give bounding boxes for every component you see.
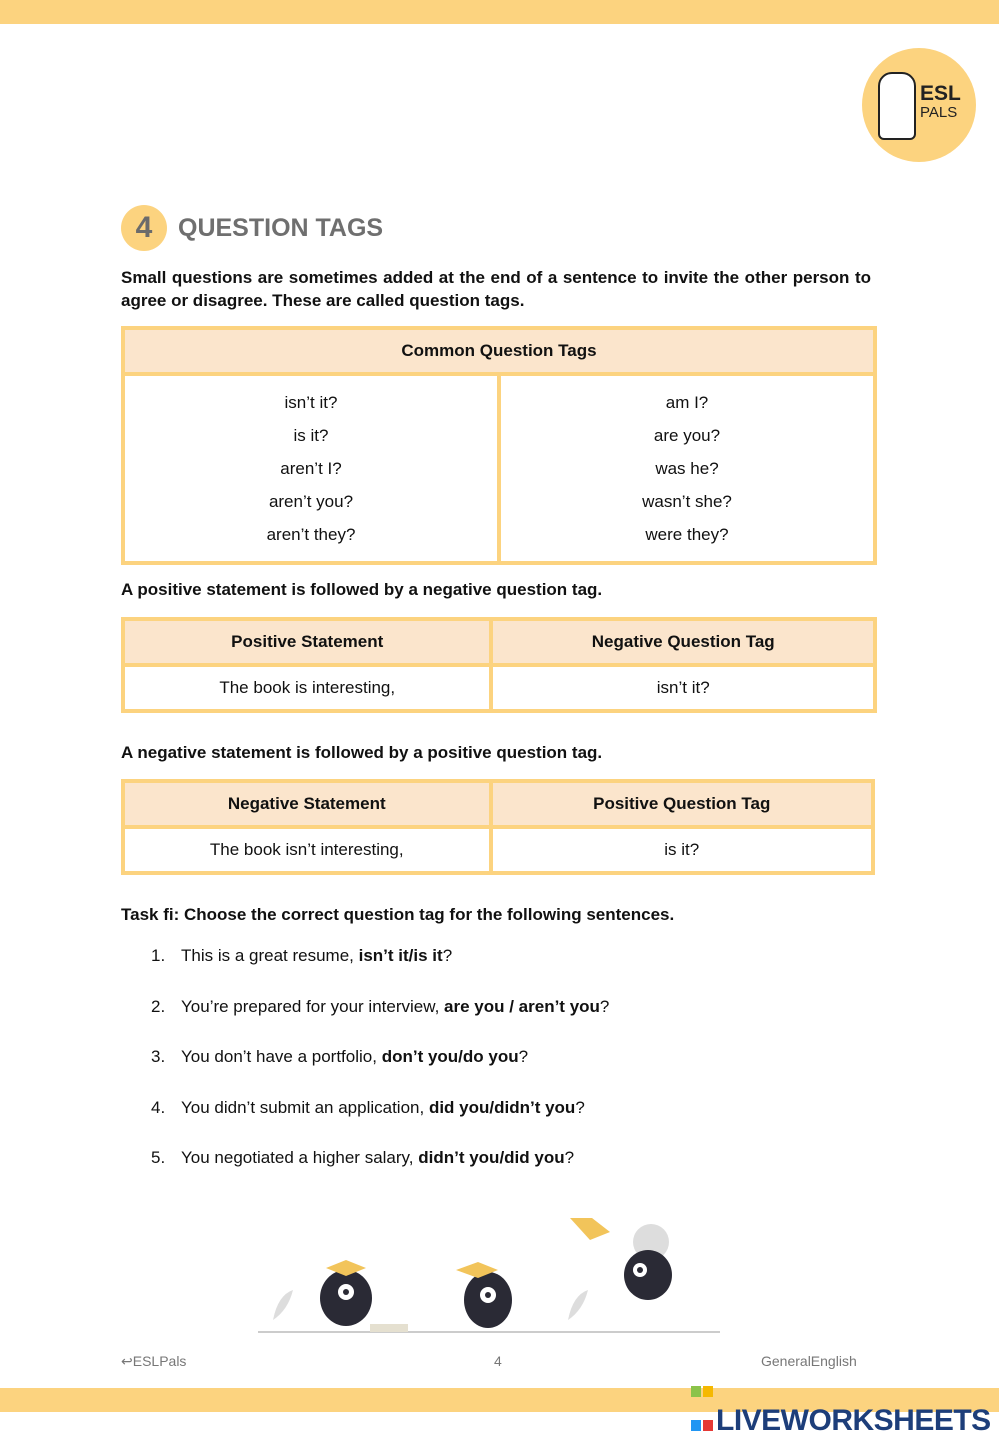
table-cell: The book is interesting, bbox=[123, 665, 491, 711]
item-number: 4. bbox=[151, 1097, 166, 1117]
item-end: ? bbox=[442, 946, 453, 965]
table-header: Positive Statement bbox=[123, 619, 491, 665]
tag: are you? bbox=[653, 426, 721, 445]
tag: aren’t they? bbox=[266, 525, 356, 544]
graduate-character bbox=[570, 1218, 672, 1300]
tag: aren’t I? bbox=[280, 459, 342, 478]
negative-table bbox=[121, 779, 875, 875]
footer-course: GeneralEnglish bbox=[761, 1353, 857, 1369]
item-text: You negotiated a higher salary, bbox=[181, 1148, 419, 1167]
top-bar bbox=[0, 0, 999, 24]
tag: was he? bbox=[655, 459, 719, 478]
table-header: Common Question Tags bbox=[123, 328, 875, 374]
table-cell: is it? bbox=[491, 827, 874, 873]
list-item[interactable] bbox=[151, 1148, 609, 1199]
tag: isn’t it? bbox=[284, 393, 338, 412]
item-end: ? bbox=[575, 1097, 585, 1117]
live-icon bbox=[690, 1372, 716, 1440]
footer-brand-text: ESLPals bbox=[132, 1353, 187, 1369]
graduates-illustration bbox=[258, 1210, 720, 1334]
graduate-character bbox=[456, 1262, 512, 1328]
item-number: 3. bbox=[151, 1047, 166, 1066]
item-number: 1. bbox=[151, 946, 166, 965]
page-number: 4 bbox=[494, 1353, 502, 1369]
llama-icon bbox=[878, 72, 916, 140]
section-title: QUESTION TAGS bbox=[178, 214, 384, 242]
liveworksheets-watermark bbox=[690, 1372, 991, 1440]
tag: am I? bbox=[665, 393, 709, 412]
item-text: This is a great resume, bbox=[181, 946, 359, 965]
item-number: 5. bbox=[151, 1148, 166, 1167]
common-tags-table bbox=[121, 326, 877, 565]
right-column bbox=[499, 374, 875, 563]
watermark-text: LIVEWORKSHEETS bbox=[716, 1404, 991, 1437]
list-item[interactable] bbox=[151, 997, 609, 1048]
logo-subtext: PALS bbox=[920, 104, 958, 121]
item-end: ? bbox=[599, 996, 610, 1016]
item-end: ? bbox=[518, 1047, 529, 1066]
positive-table bbox=[121, 617, 877, 713]
item-text: You don’t have a portfolio, bbox=[181, 1047, 382, 1066]
answer-options[interactable]: isn’t it/is it bbox=[358, 946, 443, 965]
intro-text: Small questions are sometimes added at the end of a sentence to invite the other person to agree or disagree. These are called question tags. bbox=[121, 268, 871, 310]
answer-options[interactable]: are you / aren’t you bbox=[444, 996, 600, 1016]
tag: aren’t you? bbox=[268, 492, 354, 511]
section-number: 4 bbox=[121, 205, 167, 251]
table-header: Negative Statement bbox=[123, 781, 491, 827]
answer-options[interactable]: don’t you/do you bbox=[381, 1047, 519, 1066]
tag: were they? bbox=[645, 525, 729, 544]
eslpals-logo bbox=[862, 48, 976, 162]
tag: wasn’t she? bbox=[642, 492, 732, 511]
table-cell: isn’t it? bbox=[491, 665, 875, 711]
task-instruction: Task fi: Choose the correct question tag for the following sentences. bbox=[121, 905, 675, 924]
rule-negative: A negative statement is followed by a positive question tag. bbox=[121, 743, 603, 762]
list-item[interactable] bbox=[151, 1098, 609, 1149]
logo-text: ESL bbox=[920, 82, 961, 105]
list-item[interactable] bbox=[151, 946, 609, 997]
left-column bbox=[123, 374, 499, 563]
footer-brand: ↩ESLPals bbox=[121, 1353, 187, 1369]
table-cell: The book isn’t interesting, bbox=[123, 827, 491, 873]
table-header: Negative Question Tag bbox=[491, 619, 875, 665]
item-number: 2. bbox=[151, 996, 166, 1016]
rule-positive: A positive statement is followed by a negative question tag. bbox=[121, 580, 603, 599]
answer-options[interactable]: didn’t you/did you bbox=[418, 1148, 565, 1167]
item-text: You didn’t submit an application, bbox=[181, 1097, 429, 1117]
graduate-character bbox=[320, 1260, 372, 1326]
item-end: ? bbox=[564, 1148, 575, 1167]
item-text: You’re prepared for your interview, bbox=[181, 996, 445, 1016]
table-header: Positive Question Tag bbox=[491, 781, 874, 827]
list-item[interactable] bbox=[151, 1047, 609, 1098]
tag: is it? bbox=[293, 426, 329, 445]
task-list bbox=[151, 946, 609, 1199]
answer-options[interactable]: did you/didn’t you bbox=[428, 1097, 576, 1117]
